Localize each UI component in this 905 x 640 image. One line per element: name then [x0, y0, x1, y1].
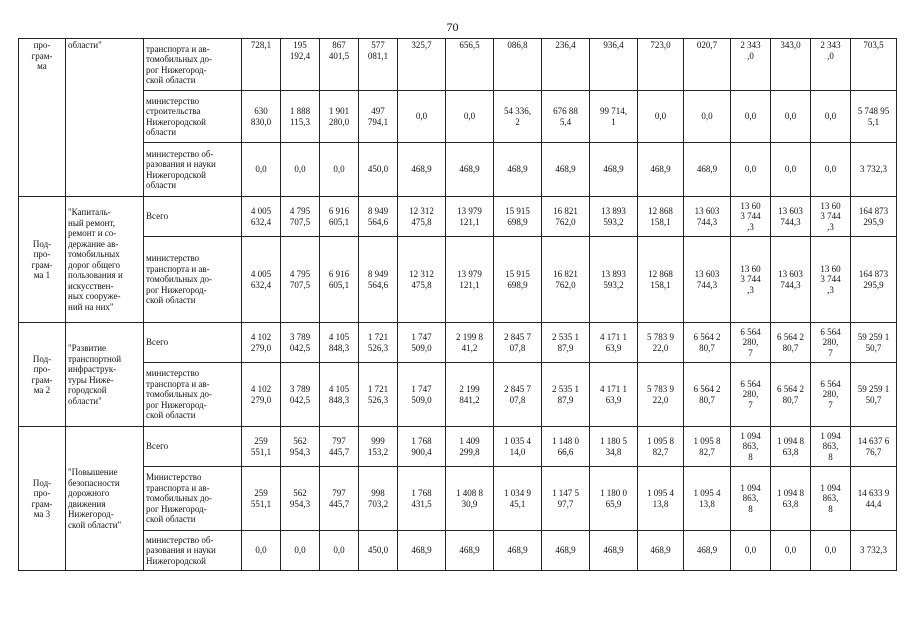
value-cell: 1 747 509,0	[398, 323, 446, 363]
value-cell: 2 199 8 41,2	[446, 323, 494, 363]
program-name: области"	[66, 39, 144, 197]
value-cell: 4 795 707,5	[281, 237, 320, 323]
value-cell: 577 081,1	[359, 39, 398, 91]
value-cell: 4 171 1 63,9	[590, 323, 638, 363]
value-cell: 4 005 632,4	[242, 237, 281, 323]
value-cell: 0,0	[281, 143, 320, 197]
value-cell: 1 095 8 82,7	[684, 427, 731, 467]
value-cell: 723,0	[638, 39, 684, 91]
value-cell: 998 703,2	[359, 467, 398, 531]
value-cell: 343,0	[771, 39, 811, 91]
value-cell: 164 873 295,9	[851, 197, 897, 237]
value-cell: 0,0	[242, 143, 281, 197]
value-cell: 3 732,3	[851, 143, 897, 197]
subprogram-name: "Капиталь- ный ремонт, ремонт и со- держание ав- томобильных дорог общего пользования и искусствен- ных сооруже- ний на них"	[66, 197, 144, 323]
value-cell: 0,0	[731, 143, 771, 197]
value-cell: 6 564 280, 7	[811, 363, 851, 427]
value-cell: 1 901 280,0	[320, 91, 359, 143]
value-cell: 0,0	[446, 91, 494, 143]
subprogram-label: Под- про- грам- ма 1	[19, 197, 66, 323]
value-cell: 468,9	[684, 143, 731, 197]
value-cell: 468,9	[398, 143, 446, 197]
value-cell: 6 564 280, 7	[731, 363, 771, 427]
table-row	[19, 143, 897, 197]
value-cell: 13 893 593,2	[590, 197, 638, 237]
table-row	[19, 323, 897, 363]
value-cell: 2 845 7 07,8	[494, 323, 542, 363]
value-cell: 3 732,3	[851, 531, 897, 571]
executor-cell: Министерство транспорта и ав- томобильных до- рог Нижегород- ской области	[144, 467, 242, 531]
value-cell: 1 094 8 63,8	[771, 467, 811, 531]
value-cell: 4 102 279,0	[242, 323, 281, 363]
value-cell: 4 105 848,3	[320, 363, 359, 427]
value-cell: 5 783 9 22,0	[638, 363, 684, 427]
value-cell: 1 888 115,3	[281, 91, 320, 143]
table-row	[19, 197, 897, 237]
value-cell: 656,5	[446, 39, 494, 91]
value-cell: 12 312 475,8	[398, 197, 446, 237]
value-cell: 1 147 5 97,7	[542, 467, 590, 531]
value-cell: 1 409 299,8	[446, 427, 494, 467]
executor-cell: министерство об- разования и науки Нижегородской области	[144, 143, 242, 197]
value-cell: 6 564 280, 7	[811, 323, 851, 363]
value-cell: 468,9	[494, 531, 542, 571]
value-cell: 13 60 3 744 ,3	[731, 237, 771, 323]
value-cell: 0,0	[811, 531, 851, 571]
value-cell: 468,9	[446, 143, 494, 197]
table-row	[19, 427, 897, 467]
value-cell: 0,0	[242, 531, 281, 571]
value-cell: 797 445,7	[320, 467, 359, 531]
value-cell: 450,0	[359, 531, 398, 571]
value-cell: 13 60 3 744 ,3	[731, 197, 771, 237]
value-cell: 3 789 042,5	[281, 323, 320, 363]
budget-table	[18, 38, 897, 571]
value-cell: 4 105 848,3	[320, 323, 359, 363]
value-cell: 6 564 280, 7	[731, 323, 771, 363]
table-row	[19, 531, 897, 571]
value-cell: 936,4	[590, 39, 638, 91]
value-cell: 259 551,1	[242, 427, 281, 467]
value-cell: 15 915 698,9	[494, 237, 542, 323]
value-cell: 13 979 121,1	[446, 237, 494, 323]
value-cell: 12 868 158,1	[638, 237, 684, 323]
value-cell: 13 603 744,3	[771, 237, 811, 323]
value-cell: 2 535 1 87,9	[542, 323, 590, 363]
value-cell: 468,9	[638, 531, 684, 571]
value-cell: 4 171 1 63,9	[590, 363, 638, 427]
value-cell: 59 259 1 50,7	[851, 363, 897, 427]
table-row	[19, 237, 897, 323]
value-cell: 562 954,3	[281, 427, 320, 467]
value-cell: 1 094 863, 8	[731, 427, 771, 467]
value-cell: 59 259 1 50,7	[851, 323, 897, 363]
value-cell: 497 794,1	[359, 91, 398, 143]
value-cell: 6 564 2 80,7	[684, 363, 731, 427]
value-cell: 999 153,2	[359, 427, 398, 467]
value-cell: 14 633 9 44,4	[851, 467, 897, 531]
value-cell: 728,1	[242, 39, 281, 91]
value-cell: 5 748 95 5,1	[851, 91, 897, 143]
subprogram-name: "Повышение безопасности дорожного движения Нижегород- ской области"	[66, 427, 144, 571]
value-cell: 8 949 564,6	[359, 197, 398, 237]
value-cell: 468,9	[590, 143, 638, 197]
executor-cell: Всего	[144, 197, 242, 237]
value-cell: 0,0	[811, 91, 851, 143]
value-cell: 0,0	[684, 91, 731, 143]
value-cell: 195 192,4	[281, 39, 320, 91]
executor-cell: министерство транспорта и ав- томобильных до- рог Нижегород- ской области	[144, 237, 242, 323]
value-cell: 16 821 762,0	[542, 197, 590, 237]
executor-cell: транспорта и ав- томобильных до- рог Нижегород- ской области	[144, 39, 242, 91]
value-cell: 13 60 3 744 ,3	[811, 197, 851, 237]
value-cell: 1 747 509,0	[398, 363, 446, 427]
value-cell: 468,9	[638, 143, 684, 197]
executor-cell: Всего	[144, 323, 242, 363]
value-cell: 2 535 1 87,9	[542, 363, 590, 427]
value-cell: 164 873 295,9	[851, 237, 897, 323]
table-row	[19, 39, 897, 91]
value-cell: 6 564 2 80,7	[771, 363, 811, 427]
table-row	[19, 91, 897, 143]
table-row	[19, 467, 897, 531]
value-cell: 703,5	[851, 39, 897, 91]
executor-cell: министерство транспорта и ав- томобильных до- рог Нижегород- ской области	[144, 363, 242, 427]
value-cell: 0,0	[811, 143, 851, 197]
value-cell: 4 005 632,4	[242, 197, 281, 237]
value-cell: 2 343 ,0	[731, 39, 771, 91]
value-cell: 1 095 4 13,8	[684, 467, 731, 531]
page-number: 70	[446, 20, 459, 34]
value-cell: 15 915 698,9	[494, 197, 542, 237]
value-cell: 54 336, 2	[494, 91, 542, 143]
value-cell: 1 721 526,3	[359, 363, 398, 427]
subprogram-label: Под- про- грам- ма 3	[19, 427, 66, 571]
value-cell: 468,9	[494, 143, 542, 197]
subprogram-label: Под- про- грам- ма 2	[19, 323, 66, 427]
value-cell: 13 979 121,1	[446, 197, 494, 237]
value-cell: 630 830,0	[242, 91, 281, 143]
value-cell: 259 551,1	[242, 467, 281, 531]
value-cell: 0,0	[281, 531, 320, 571]
value-cell: 13 603 744,3	[684, 237, 731, 323]
value-cell: 562 954,3	[281, 467, 320, 531]
value-cell: 2 343 ,0	[811, 39, 851, 91]
value-cell: 3 789 042,5	[281, 363, 320, 427]
value-cell: 4 102 279,0	[242, 363, 281, 427]
value-cell: 13 60 3 744 ,3	[811, 237, 851, 323]
value-cell: 1 094 863, 8	[811, 467, 851, 531]
executor-cell: Всего	[144, 427, 242, 467]
table-row	[19, 363, 897, 427]
value-cell: 1 034 9 45,1	[494, 467, 542, 531]
value-cell: 1 180 0 65,9	[590, 467, 638, 531]
value-cell: 6 916 605,1	[320, 237, 359, 323]
value-cell: 0,0	[731, 91, 771, 143]
value-cell: 867 401,5	[320, 39, 359, 91]
value-cell: 468,9	[542, 531, 590, 571]
value-cell: 0,0	[731, 531, 771, 571]
value-cell: 0,0	[771, 91, 811, 143]
value-cell: 2 845 7 07,8	[494, 363, 542, 427]
executor-cell: министерство об- разования и науки Нижегородской	[144, 531, 242, 571]
value-cell: 1 094 863, 8	[731, 467, 771, 531]
value-cell: 236,4	[542, 39, 590, 91]
value-cell: 13 603 744,3	[771, 197, 811, 237]
value-cell: 450,0	[359, 143, 398, 197]
value-cell: 468,9	[542, 143, 590, 197]
program-label: про- грам- ма	[19, 39, 66, 197]
value-cell: 0,0	[320, 143, 359, 197]
value-cell: 1 768 431,5	[398, 467, 446, 531]
value-cell: 1 721 526,3	[359, 323, 398, 363]
value-cell: 1 148 0 66,6	[542, 427, 590, 467]
value-cell: 797 445,7	[320, 427, 359, 467]
value-cell: 1 768 900,4	[398, 427, 446, 467]
value-cell: 0,0	[320, 531, 359, 571]
value-cell: 6 916 605,1	[320, 197, 359, 237]
value-cell: 14 637 6 76,7	[851, 427, 897, 467]
value-cell: 086,8	[494, 39, 542, 91]
value-cell: 325,7	[398, 39, 446, 91]
value-cell: 468,9	[590, 531, 638, 571]
value-cell: 8 949 564,6	[359, 237, 398, 323]
value-cell: 2 199 841,2	[446, 363, 494, 427]
value-cell: 1 408 8 30,9	[446, 467, 494, 531]
value-cell: 0,0	[398, 91, 446, 143]
value-cell: 468,9	[446, 531, 494, 571]
value-cell: 1 180 5 34,8	[590, 427, 638, 467]
value-cell: 13 893 593,2	[590, 237, 638, 323]
value-cell: 1 035 4 14,0	[494, 427, 542, 467]
value-cell: 1 095 8 82,7	[638, 427, 684, 467]
value-cell: 1 095 4 13,8	[638, 467, 684, 531]
value-cell: 1 094 863, 8	[811, 427, 851, 467]
value-cell: 0,0	[771, 143, 811, 197]
value-cell: 6 564 2 80,7	[684, 323, 731, 363]
value-cell: 5 783 9 22,0	[638, 323, 684, 363]
value-cell: 020,7	[684, 39, 731, 91]
value-cell: 99 714, 1	[590, 91, 638, 143]
value-cell: 6 564 2 80,7	[771, 323, 811, 363]
value-cell: 12 312 475,8	[398, 237, 446, 323]
subprogram-name: "Развитие транспортной инфраструк- туры Ниже- городской области"	[66, 323, 144, 427]
value-cell: 468,9	[398, 531, 446, 571]
value-cell: 0,0	[638, 91, 684, 143]
value-cell: 1 094 8 63,8	[771, 427, 811, 467]
value-cell: 0,0	[771, 531, 811, 571]
value-cell: 468,9	[684, 531, 731, 571]
value-cell: 676 88 5,4	[542, 91, 590, 143]
value-cell: 16 821 762,0	[542, 237, 590, 323]
value-cell: 4 795 707,5	[281, 197, 320, 237]
executor-cell: министерство строительства Нижегородской области	[144, 91, 242, 143]
value-cell: 13 603 744,3	[684, 197, 731, 237]
value-cell: 12 868 158,1	[638, 197, 684, 237]
